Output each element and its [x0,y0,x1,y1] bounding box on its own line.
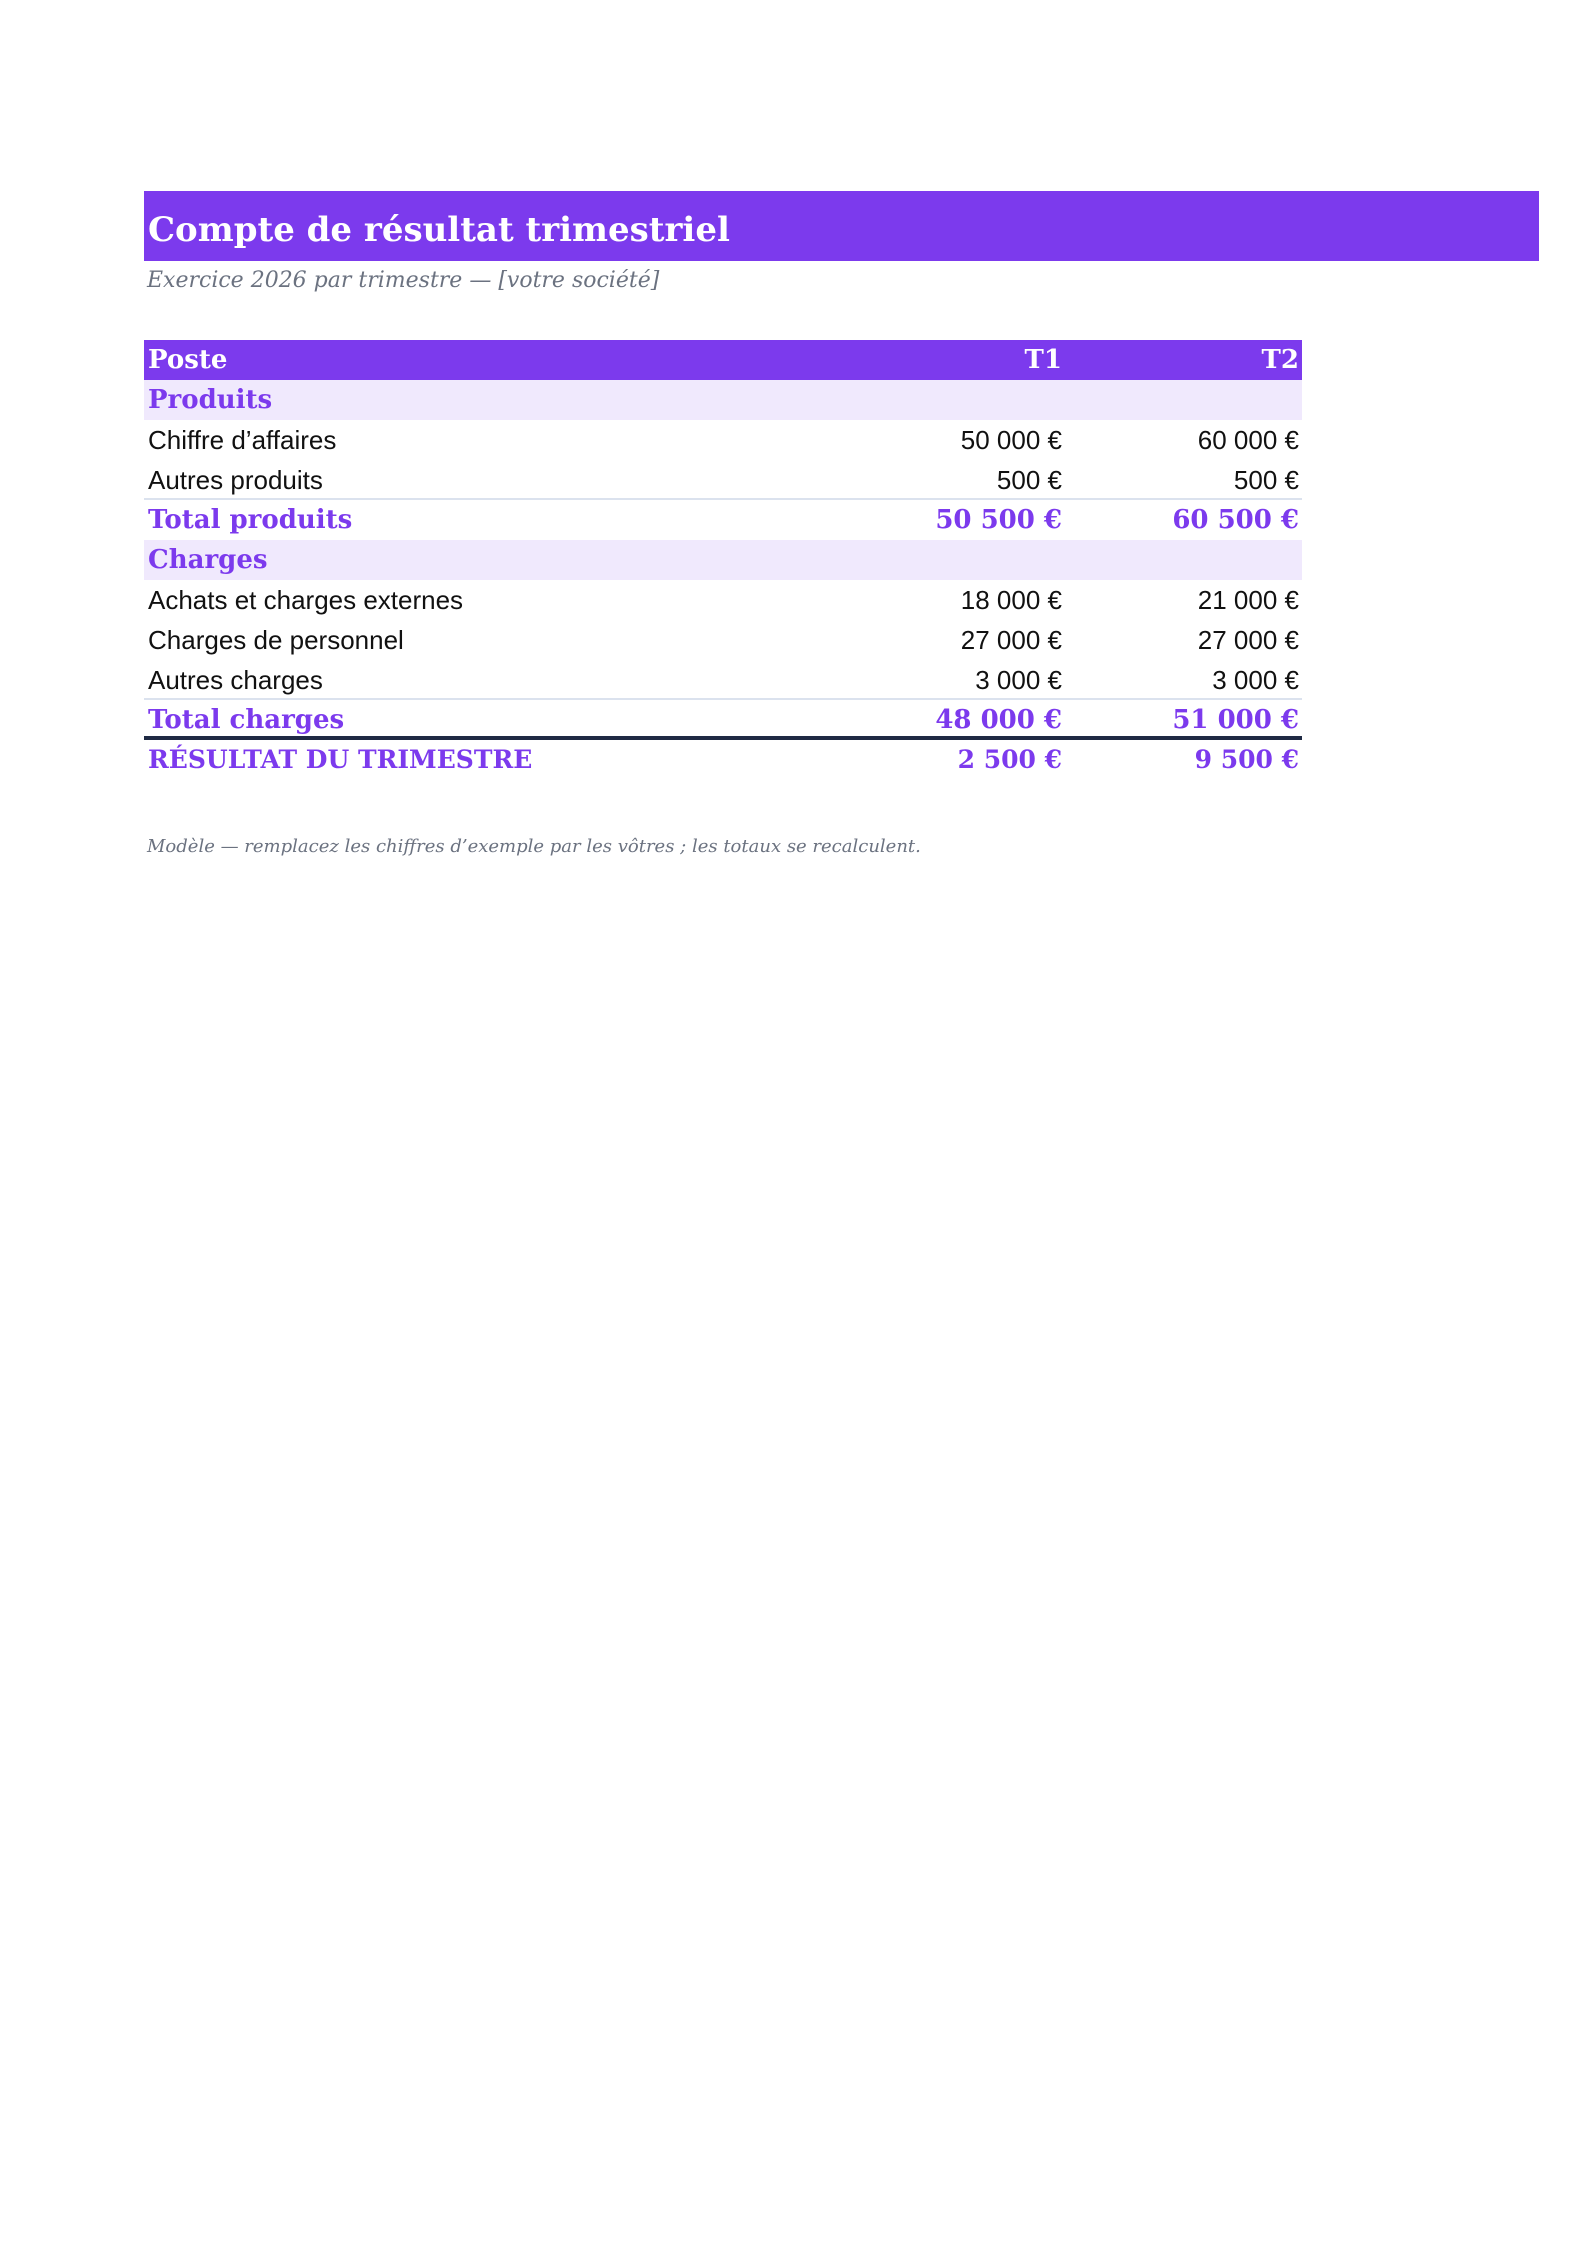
page-title: Compte de résultat trimestriel [148,210,730,250]
row-label: Autres charges [148,665,323,695]
section-row-charges [144,540,1302,580]
section-label: Charges [148,545,268,575]
row-value-t1: 18 000 € [960,585,1062,615]
table-row [144,620,1302,660]
result-value-t2: 9 500 € [1194,745,1299,774]
total-row-charges [144,700,1302,740]
result-label: RÉSULTAT DU TRIMESTRE [148,745,533,774]
total-value-t2: 60 500 € [1172,505,1299,535]
total-value-t2: 51 000 € [1172,705,1299,735]
total-row-produits [144,500,1302,540]
table-row [144,660,1302,700]
column-header-t1: T1 [1024,345,1062,375]
row-value-t1: 50 000 € [960,425,1062,455]
table-header-row [144,340,1302,380]
result-value-t1: 2 500 € [957,745,1062,774]
row-value-t2: 3 000 € [1212,665,1299,695]
table-row [144,580,1302,620]
row-value-t2: 60 000 € [1197,425,1299,455]
row-value-t1: 3 000 € [975,665,1062,695]
row-label: Achats et charges externes [148,585,464,615]
row-label: Autres produits [148,465,323,495]
section-row-produits [144,380,1302,420]
income-statement-table [144,340,1302,780]
footer-note: Modèle — remplacez les chiffres d’exemple par les vôtres ; les totaux se recalculent. [147,836,921,857]
row-label: Chiffre d’affaires [148,425,337,455]
total-value-t1: 48 000 € [935,705,1062,735]
row-value-t2: 500 € [1233,465,1299,495]
total-label: Total charges [148,705,345,735]
result-row [144,740,1302,780]
row-value-t1: 500 € [996,465,1062,495]
total-label: Total produits [148,505,353,535]
title-bar [144,191,1539,261]
total-value-t1: 50 500 € [935,505,1062,535]
table-row [144,460,1302,500]
row-label: Charges de personnel [148,625,404,655]
table-row [144,420,1302,460]
row-value-t2: 27 000 € [1197,625,1299,655]
section-label: Produits [148,385,273,415]
column-header-t2: T2 [1261,345,1299,375]
page-subtitle: Exercice 2026 par trimestre — [votre société] [147,268,660,293]
column-header-poste: Poste [148,345,228,375]
row-value-t1: 27 000 € [960,625,1062,655]
row-value-t2: 21 000 € [1197,585,1299,615]
